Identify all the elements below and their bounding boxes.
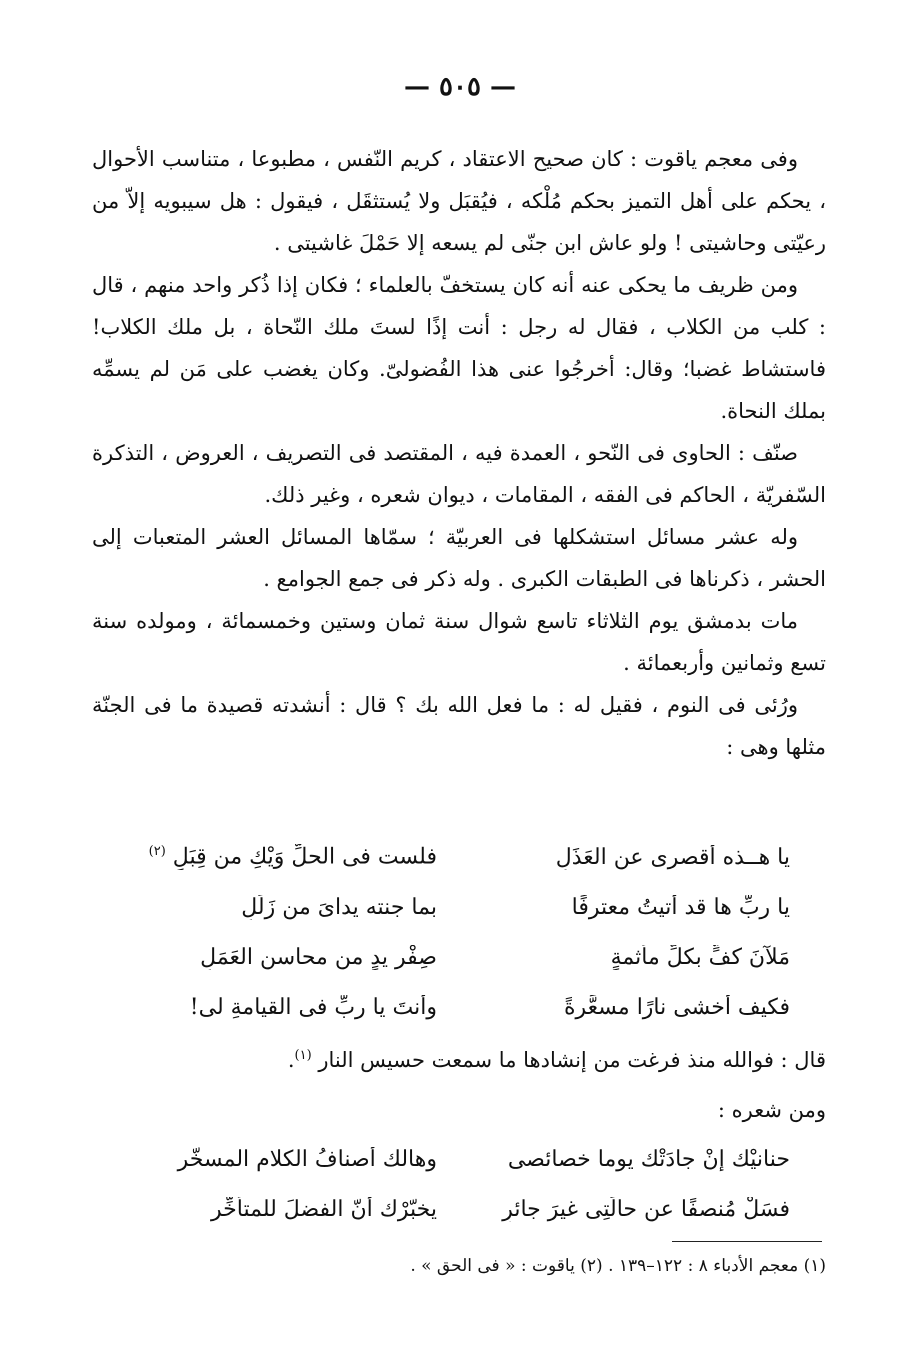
poem-verse [92,1184,826,1234]
verse-first-hemistich: فسَلْ مُنصفًا عن حالَتِى غيرَ جائرٍ [502,1196,790,1222]
paragraph-works: صنّف : الحاوى فى النّحو ، العمدة فيه ، المقتصد فى التصريف ، العروض ، التذكرة السّفريّة ، الحاكم فى الفقه ، المقامات ، ديوان شعره ، وغير ذلك. [92,441,826,507]
verse-second-hemistich: بما جنته يداىَ من زَلَلِ [241,894,437,920]
footnote-ref: (١) [294,1048,312,1063]
poem-verse [92,832,826,882]
body-text [92,138,826,768]
footnote-separator [672,1241,822,1242]
verse-first-hemistich: حنانيْك إنْ جادَتْك يوما خصائصى [507,1146,790,1172]
verse-second-hemistich: فلست فى الحلِّ وَيْكِ من قِبَلِ $^{(٢)}$ [148,844,437,870]
verse-second-hemistich: يخبّرْك أنّ الفضلَ للمتأخِّرِ [211,1196,437,1222]
poem-verse [92,982,826,1032]
paragraph-ten-questions: وله عشر مسائل استشكلها فى العربيّة ؛ سمّاها المسائل العشر المتعبات إلى الحشر ، ذكرناها فى الطبقات الكبرى . وله ذكر فى جمع الجوامع . [92,525,826,591]
page-number: — ٥٠٥ — [403,72,517,102]
verse-first-hemistich: فكيف أخشى نارًا مسعَّرةً [564,994,790,1020]
paragraph-anecdote: ومن ظريف ما يحكى عنه أنه كان يستخفّ بالعلماء ؛ فكان إذا ذُكر واحد منهم ، قال : كلب من الكلاب ، فقال له رجل : أنت إذًا لستَ ملك النّحاة ، بل ملك الكلاب! فاستشاط غضبا؛ وقال: أخرجُوا عنى هذا الفُضولىّ. وكان يغضب على مَن لم يسمِّه بملك النحاة. [92,273,826,423]
poem-verse [92,882,826,932]
verse-first-hemistich: يا ربِّ ها قد أتيتُ معترفًا [571,894,790,920]
verse-second-hemistich: وهالك أصنافُ الكلام المسخّرِ [177,1146,437,1172]
poem-verse [92,1134,826,1184]
footnote-ref: (٢) [148,844,166,860]
poem-dream [92,832,826,1032]
verse-second-hemistich: وأنتَ يا ربِّ فى القيامةِ لى! [189,994,437,1020]
paragraph-death: مات بدمشق يوم الثلاثاء تاسع شوال سنة ثمان وستين وخمسمائة ، ومولده سنة تسع وثمانين وأربعمائة . [92,609,826,675]
paragraph-yaqut: وفى معجم ياقوت : كان صحيح الاعتقاد ، كريم النّفس ، مطبوعا ، متناسب الأحوال ، يحكم على أهل التميز بحكم مُلْكه ، فيُقبَل ولا يُستثقَل ، فيقول : هل سيبويه إلاّ من رعيّتى وحاشيتى ! ولو عاش ابن جنّى لم يسعه إلا حَمْلَ غاشيتى . [92,147,826,255]
poetry-intro: ومن شعره : [717,1098,826,1122]
verse-first-hemistich: مَلآنَ كفٍّ بكلِّ مأثمةٍ [610,944,790,970]
poem-verse [92,932,826,982]
footnote: (١) معجم الأدباء ٨ : ١٢٢–١٣٩ . (٢) ياقوت : « فى الحق » . [410,1256,826,1276]
after-poem-line: قال : فوالله منذ فرغت من إنشادها ما سمعت حسيس النار $^{(١)}$. [287,1048,826,1072]
verse-second-hemistich: صِفْر يدٍ من محاسن العَمَلِ [200,944,437,970]
paragraph-dream: ورُئى فى النوم ، فقيل له : ما فعل الله بك ؟ قال : أنشدته قصيدة ما فى الجنّة مثلها وهى : [92,693,826,759]
poem-own [92,1134,826,1234]
verse-first-hemistich: يا هــذه أقصرِى عن العَذَلِ [555,844,790,870]
